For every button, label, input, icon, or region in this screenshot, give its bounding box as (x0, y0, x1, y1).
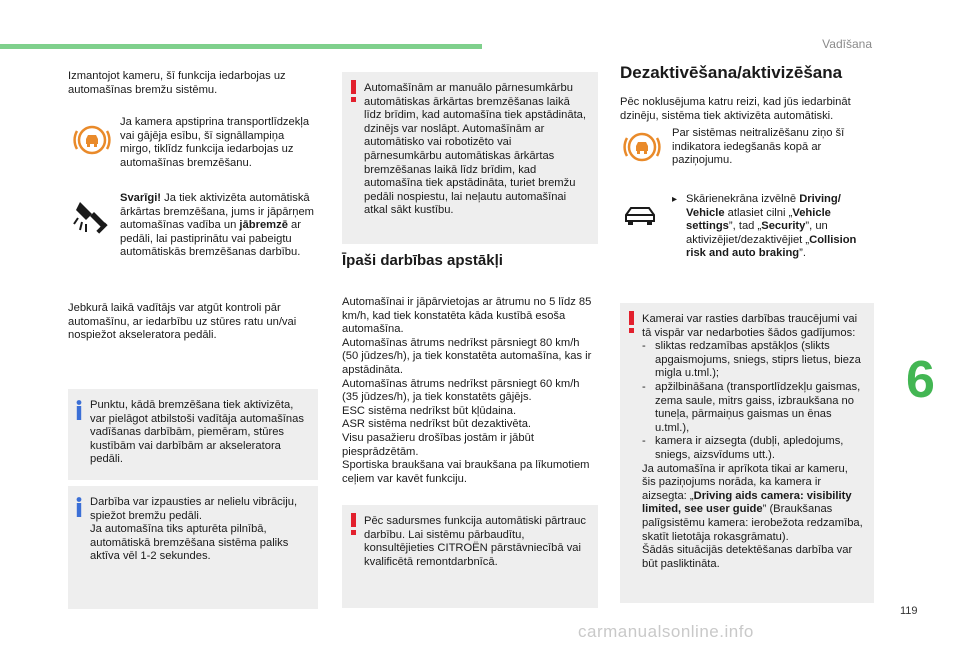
step-bullet-icon: ▸ (672, 194, 678, 205)
special-conditions-list: Automašīnai ir jāpārvietojas ar ātrumu no 5 līdz 85 km/h, kad tiek konstatēta kāda kustībā esoša automašīna. Automašīnas ātrums nedrīkst pārsniegt 80 km/h (50 jūdzes/h), ja tiek konstatēta automašīna, kas ir apstādināta. Automašīnas ātrums nedrīkst pārsniegt 60 km/h (35 jūdzes/h), ja tiek konstatēts gājējs. ESC sistēma nedrīkst būt kļūdaina. ASR sistēma nedrīkst būt dezaktivēta. Visu pasažieru drošības jostām ir jābūt piesprādzētām. Sportiska braukšana vai braukšana pa līkumotiem ceļiem var kavēt funkciju. (342, 296, 592, 485)
section-title: Vadīšana (822, 37, 872, 51)
warning-icon (350, 80, 357, 102)
special-conditions-heading: Īpaši darbības apstākļi (342, 252, 503, 269)
touchscreen-row: ▸ Skārienekrāna izvēlnē Driving/ Vehicle atlasiet cilni „Vehicle settings”, tad „Security”, un aktivizējiet/dezaktivējiet „Collision risk and auto braking”. (620, 193, 874, 261)
list-item: - apžilbināšana (transportlīdzekļu gaismas, zema saule, mitrs gaiss, izbraukšana no tuneļa, pārmaiņus gaismas un ēnas u.tml.), (642, 381, 864, 435)
collision-warning-icon (72, 120, 112, 160)
camera-warning-row: Ja kamera apstiprina transportlīdzekļa vai gājēja esību, šī signāllampiņa mirgo, tiklīdz funkcija iedarbojas uz automašīnas bremzēšanu. (68, 116, 318, 170)
warning-box-camera: Kamerai var rasties darbības traucējumi vai tā vispār var nedarboties šādos gadījumos: - sliktas redzamības apstākļos (slikts apgaismojums, sniegs, stiprs lietus, bieza migla u.tml.); - apžilbināšana (transportlīdzekļu gaismas, zema saule, mitrs gaiss, izbraukšana no tuneļa, pārmaiņus gaismas un ēnas u.tml.), - kamera ir aizsegta (dubļi, apledojums, sniegs, aizsvīdums utt.). Ja automašīna ir aprīkota tikai ar kameru, šis paziņojums norāda, ka kamera ir aizsegta: „Driving aids camera: visibility limited, see user guide” (Braukšanas palīgsistēmu kamera: ierobežota redzamība, skatīt lietotāja rokasgrāmatu). Šādās situācijās detektēšanas darbība var būt pasliktināta. (620, 303, 874, 603)
warning-icon (350, 513, 357, 535)
top-accent-bar (0, 44, 482, 49)
deactivation-heading: Dezaktivēšana/aktivizēšana (620, 63, 843, 82)
vehicle-icon (622, 203, 658, 229)
warning-box-collision: Pēc sadursmes funkcija automātiski pārtrauc darbību. Lai sistēmu pārbaudītu, konsultējieties CITROËN pārstāvniecībā vai kvalificētā remontdarbnīcā. (342, 505, 598, 608)
info-icon (76, 497, 82, 517)
camera-issue-list (642, 340, 864, 462)
deactivation-intro: Pēc noklusējuma katru reizi, kad jūs iedarbināt dzinēju, sistēma tiek aktivizēta automātiski. (620, 96, 851, 122)
warning-icon (628, 311, 635, 333)
intro-paragraph: Izmantojot kameru, šī funkcija iedarbojas uz automašīnas bremžu sistēmu. (68, 70, 286, 96)
info-box-vibration: Darbība var izpausties ar nelielu vibrāciju, spiežot bremžu pedāli. Ja automašīna tiks apturēta pilnībā, automātiskā bremzēšana sistēma paliks aktīva vēl 1-2 sekundes. (68, 486, 318, 609)
list-item: - sliktas redzamības apstākļos (slikts apgaismojums, sniegs, stiprs lietus, bieza migla u.tml.); (642, 340, 864, 381)
page-number: 119 (900, 605, 918, 617)
chapter-number: 6 (906, 351, 935, 409)
list-item: - kamera ir aizsegta (dubļi, apledojums, sniegs, aizsvīdums utt.). (642, 435, 864, 462)
warning-box-gearbox: Automašīnām ar manuālo pārnesumkārbu automātiskas ārkārtas bremzēšanas laikā līdz brīdim, kad automašīna tiek apstādināta, dzinējs var noslāpt. Automašīnām ar automātisko vai robotizēto vai pārnesumkārbu automātiskas ārkārtas bremzēšanas laikā līdz brīdim, kad automašīna tiek apstādināta, turiet bremžu pedāli nospiestu, lai neļautu automašīnai atkal sākt kustību. (342, 72, 598, 244)
driver-control-paragraph: Jebkurā laikā vadītājs var atgūt kontroli pār automašīnu, ar iedarbību uz stūres ratu un/vai nospiežot akseleratora pedāli. (68, 302, 297, 342)
brake-foot-icon (72, 196, 112, 236)
indicator-row: Par sistēmas neitralizēšanu ziņo šī indikatora iedegšanās kopā ar paziņojumu. (620, 127, 874, 168)
info-box-trigger: Punktu, kādā bremzēšana tiek aktivizēta, var pielāgot atbilstoši vadītāja automašīnas vadīšanas darbībām, piemēram, stūres kustībām vai darbībām ar akseleratora pedāli. (68, 389, 318, 480)
info-icon (76, 400, 82, 420)
important-row: Svarīgi! Ja tiek aktivizēta automātiskā ārkārtas bremzēšana, jums ir jāpārņem automašīnas vadība un jābremzē ar pedāli, lai pastiprinātu vai pabeigtu automātiskās bremzēšanas darbību. (68, 192, 318, 260)
collision-warning-icon (622, 127, 662, 167)
watermark: carmanualsonline.info (578, 622, 754, 641)
